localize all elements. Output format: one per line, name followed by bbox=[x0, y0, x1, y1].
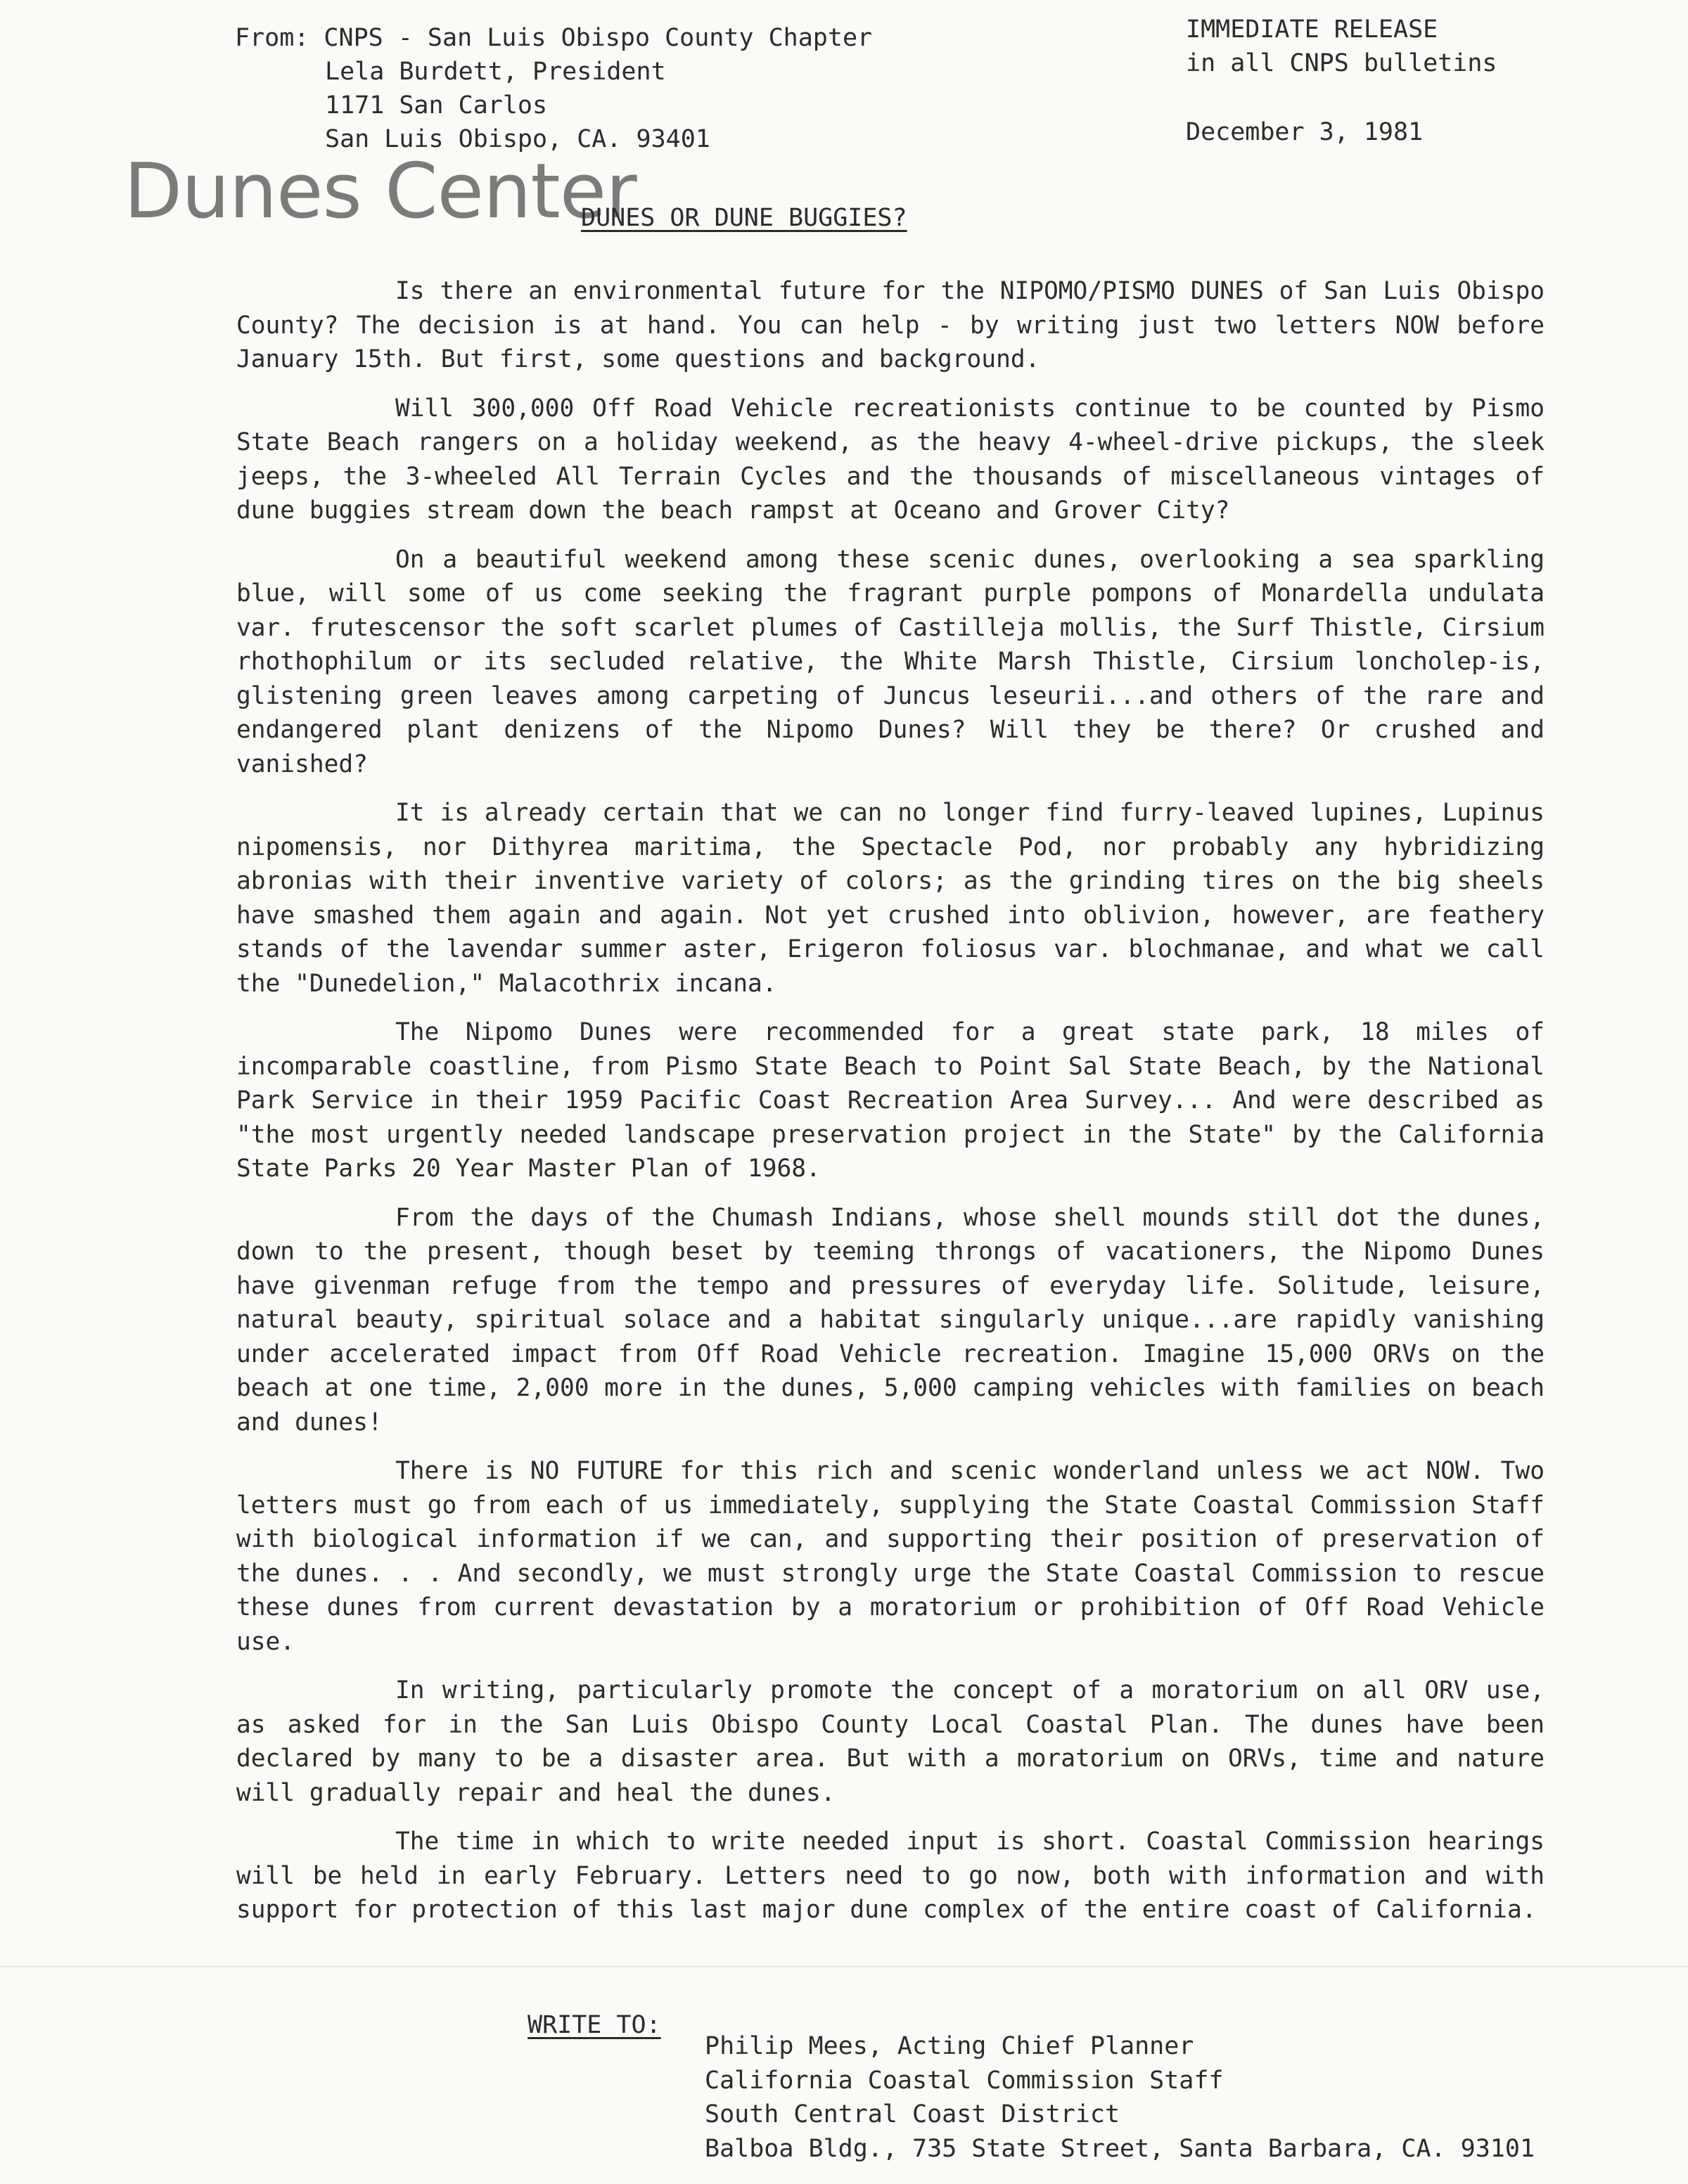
sender-line: 1171 San Carlos bbox=[325, 91, 548, 120]
sender-line: Lela Burdett, President bbox=[325, 58, 666, 86]
address-line: Philip Mees, Acting Chief Planner bbox=[705, 2032, 1194, 2060]
paragraph: In writing, particularly promote the concept of a moratorium on all ORV use, as asked for in the San Luis Obispo County Local Coastal Plan. The dunes have been declared by many to be a disaster area. But with a moratorium on ORVs, time and nature will gradually repair and heal the dunes. bbox=[236, 1676, 1545, 1807]
letter-date: December 3, 1981 bbox=[1186, 118, 1424, 146]
document-title: DUNES OR DUNE BUGGIES? bbox=[581, 204, 907, 232]
paragraph: The Nipomo Dunes were recommended for a great state park, 18 miles of incomparable coastline, from Pismo State Beach to Point Sal State Beach, by the National Park Service in their 1959 Pacific Coast Recreation Area Survey... And were described as "the most urgently needed landscape preservation project in the State" by the California State Parks 20 Year Master Plan of 1968. bbox=[236, 1018, 1545, 1183]
paragraph: From the days of the Chumash Indians, whose shell mounds still dot the dunes, down to the present, though beset by teeming throngs of vacationers, the Nipomo Dunes have givenman refuge from the tempo and pressures of everyday life. Solitude, leisure, natural beauty, spiritual solace and a habitat singularly unique...are rapidly vanishing under accelerated impact from Off Road Vehicle recreation. Imagine 15,000 ORVs on the beach at one time, 2,000 more in the dunes, 5,000 camping vehicles with families on beach and dunes! bbox=[236, 1203, 1545, 1437]
paragraph: On a beautiful weekend among these scenic dunes, overlooking a sea sparkling blue, will some of us come seeking the fragrant purple pompons of Monardella undulata var. frutescensor the soft scarlet plumes of Castilleja mollis, the Surf Thistle, Cirsium rhothophilum or its secluded relative, the White Marsh Thistle, Cirsium loncholep-is, glistening green leaves among carpeting of Juncus leseurii...and others of the rare and endangered plant denizens of the Nipomo Dunes? Will they be there? Or crushed and vanished? bbox=[236, 545, 1545, 778]
paragraph: There is NO FUTURE for this rich and scenic wonderland unless we act NOW. Two letters must go from each of us immediately, supplying the State Coastal Commission Staff with biological information if we can, and supporting their position of preservation of the dunes. . . And secondly, we must strongly urge the State Coastal Commission to rescue these dunes from current devastation by a moratorium or prohibition of Off Road Vehicle use. bbox=[236, 1457, 1545, 1656]
address-line: South Central Coast District bbox=[705, 2100, 1120, 2128]
paragraph: Will 300,000 Off Road Vehicle recreationists continue to be counted by Pismo State Beach rangers on a holiday weekend, as the heavy 4-wheel-drive pickups, the sleek jeeps, the 3-wheeled All Terrain Cycles and the thousands of miscellaneous vintages of dune buggies stream down the beach rampst at Oceano and Grover City? bbox=[236, 394, 1545, 525]
address-line: Balboa Bldg., 735 State Street, Santa Barbara, CA. 93101 bbox=[705, 2134, 1535, 2163]
release-line: in all CNPS bulletins bbox=[1186, 49, 1497, 77]
recipient-address bbox=[705, 2029, 1535, 2166]
sender-line: San Luis Obispo, CA. 93401 bbox=[325, 125, 710, 153]
paragraph: The time in which to write needed input is short. Coastal Commission hearings will be held in early February. Letters need to go now, both with information and with support for protection of this last major dune complex of the entire coast of California. bbox=[236, 1828, 1545, 1924]
sender-block bbox=[235, 21, 872, 156]
archive-watermark: Dunes Center bbox=[124, 148, 637, 236]
sender-line: From: CNPS - San Luis Obispo County Chapter bbox=[235, 24, 873, 52]
paragraph: It is already certain that we can no longer find furry-leaved lupines, Lupinus nipomensis, nor Dithyrea maritima, the Spectacle Pod, nor probably any hybridizing abronias with their inventive variety of colors; as the grinding tires on the big sheels have smashed them again and again. Not yet crushed into oblivion, however, are feathery stands of the lavendar summer aster, Erigeron foliosus var. blochmanae, and what we call the "Dunedelion," Malacothrix incana. bbox=[236, 799, 1545, 998]
release-line: IMMEDIATE RELEASE bbox=[1186, 15, 1438, 44]
page-fold-line bbox=[0, 1966, 1688, 1967]
letter-body bbox=[236, 274, 1545, 1942]
paragraph: Is there an environmental future for the NIPOMO/PISMO DUNES of San Luis Obispo County? The decision is at hand. You can help - by writing just two letters NOW before January 15th. But first, some questions and background. bbox=[236, 277, 1545, 373]
address-line: California Coastal Commission Staff bbox=[705, 2066, 1224, 2095]
write-to-label: WRITE TO: bbox=[528, 2011, 661, 2039]
release-notice bbox=[1186, 13, 1497, 80]
